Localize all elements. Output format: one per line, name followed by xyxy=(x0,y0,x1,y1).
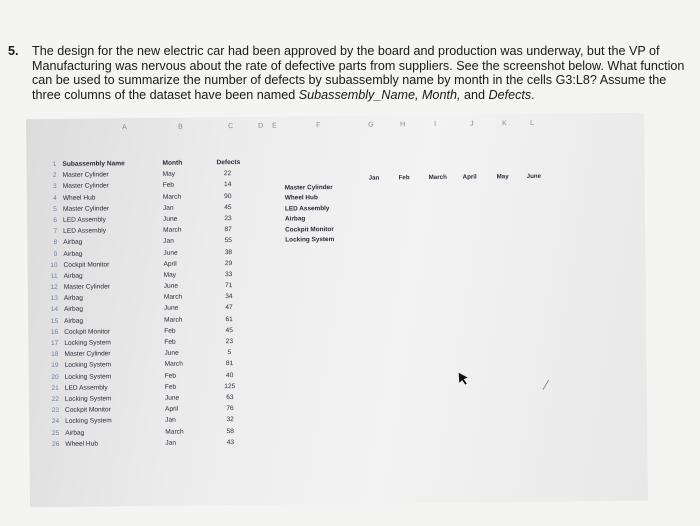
column-letter: I xyxy=(434,120,437,128)
cell-defects: 34 xyxy=(225,293,233,301)
cell-defects: 43 xyxy=(226,438,235,446)
row-number: 24 xyxy=(51,418,60,426)
column-letter: K xyxy=(502,120,507,128)
row-number: 25 xyxy=(51,429,60,437)
cell-defects: 81 xyxy=(225,360,234,368)
column-letter: B xyxy=(178,123,183,131)
row-number: 6 xyxy=(53,216,58,224)
column-letter: L xyxy=(530,119,534,127)
summary-month: April xyxy=(462,173,477,181)
cell-defects: 125 xyxy=(224,382,236,390)
row-number: 1 xyxy=(52,160,57,168)
summary-month: June xyxy=(526,172,542,181)
cell-month: June xyxy=(163,249,178,257)
cell-month: Feb xyxy=(164,327,176,335)
cell-defects: 63 xyxy=(226,394,234,402)
row-number: 10 xyxy=(50,261,58,269)
cell-subassembly-name: Locking System xyxy=(65,417,112,426)
row-number: 23 xyxy=(51,407,60,415)
cell-defects: 38 xyxy=(224,248,233,256)
cell-defects: 23 xyxy=(225,338,234,346)
row-number: 26 xyxy=(52,440,60,448)
cell-subassembly-name: Master Cylinder xyxy=(63,283,110,291)
cell-subassembly-name: Master Cylinder xyxy=(64,350,111,359)
row-number: 3 xyxy=(52,183,57,191)
cell-defects: 23 xyxy=(224,215,232,223)
cell-month: May xyxy=(163,271,177,279)
cell-month: June xyxy=(163,305,179,313)
question-block xyxy=(8,44,688,102)
summary-name: Airbag xyxy=(285,215,306,223)
row-number: 15 xyxy=(50,317,59,325)
column-letters xyxy=(26,119,644,137)
question-and-word: and xyxy=(460,87,489,102)
cell-subassembly-name: Airbag xyxy=(63,238,83,247)
column-letter: H xyxy=(400,121,406,129)
cell-month: Jan xyxy=(163,238,174,246)
cell-month: Jan xyxy=(162,204,174,212)
cell-subassembly-name: Airbag xyxy=(65,429,85,437)
header-subassembly-name: Subassembly Name xyxy=(62,160,125,168)
cell-defects: 58 xyxy=(226,427,234,435)
cell-defects: 40 xyxy=(225,371,234,379)
summary-name: Cockpit Monitor xyxy=(285,225,334,234)
cell-defects: 32 xyxy=(226,416,234,424)
cell-month: April xyxy=(164,405,179,413)
cell-month: Jan xyxy=(165,417,176,425)
cell-subassembly-name: Cockpit Monitor xyxy=(64,328,111,336)
cell-subassembly-name: Cockpit Monitor xyxy=(65,406,111,414)
cell-defects: 71 xyxy=(225,282,233,290)
summary-month: March xyxy=(428,173,447,182)
question-number: 5. xyxy=(8,44,19,58)
cell-defects: 47 xyxy=(225,304,233,312)
table-row xyxy=(43,438,263,451)
cell-subassembly-name: Locking System xyxy=(64,339,111,347)
cell-defects: 29 xyxy=(224,259,233,267)
spreadsheet-photo xyxy=(26,113,648,507)
row-number: 20 xyxy=(51,373,59,381)
row-number: 2 xyxy=(52,172,57,180)
column-letter: F xyxy=(316,122,321,130)
row-number: 4 xyxy=(53,194,57,202)
summary-name: Locking System xyxy=(285,235,335,244)
mouse-pointer-icon xyxy=(456,372,470,386)
cell-month: Feb xyxy=(164,372,177,380)
summary-name: Master Cylinder xyxy=(284,184,333,192)
cell-month: Feb xyxy=(164,383,177,391)
pen-mark-icon xyxy=(541,379,551,391)
header-month: Month xyxy=(162,159,183,167)
cell-month: June xyxy=(164,349,179,357)
question-main-text: The design for the new electric car had been approved by the board and production was underway, but the VP of Manufacturing was nervous about the rate of defective parts from suppliers. See the screenshot below. What function can be used to summarize the number of defects by subassembly name by month in the cells G3:L8? Assume the three columns of the dataset have been named xyxy=(32,44,685,102)
cell-subassembly-name: Cockpit Monitor xyxy=(63,261,110,269)
row-number: 13 xyxy=(50,295,58,303)
cell-month: June xyxy=(163,282,179,290)
cell-month: March xyxy=(164,316,183,324)
row-number: 16 xyxy=(50,328,59,336)
cell-subassembly-name: Master Cylinder xyxy=(62,171,109,180)
cell-subassembly-name: Wheel Hub xyxy=(65,440,99,448)
cell-month: June xyxy=(164,394,180,402)
cell-defects: 33 xyxy=(224,270,233,279)
cell-subassembly-name: LED Assembly xyxy=(63,227,107,235)
cell-month: May xyxy=(162,170,176,179)
row-number: 14 xyxy=(50,306,59,314)
row-number: 21 xyxy=(51,384,59,392)
summary-month: May xyxy=(496,173,509,181)
cell-subassembly-name: Airbag xyxy=(64,317,84,325)
question-text xyxy=(32,44,688,102)
summary-row-labels xyxy=(285,184,335,247)
column-letter: E xyxy=(272,122,277,130)
row-number: 9 xyxy=(53,250,58,258)
cell-month: March xyxy=(165,428,184,436)
cell-defects: 45 xyxy=(225,326,233,334)
row-number: 12 xyxy=(50,283,58,292)
summary-name: Wheel Hub xyxy=(284,194,318,202)
cell-defects: 87 xyxy=(224,226,232,234)
cell-defects: 76 xyxy=(226,405,234,413)
cell-subassembly-name: LED Assembly xyxy=(64,384,108,392)
data-table xyxy=(40,159,263,452)
row-number: 17 xyxy=(50,339,59,347)
column-letter: J xyxy=(470,120,474,128)
cell-subassembly-name: Master Cylinder xyxy=(62,182,109,191)
column-letter: A xyxy=(122,124,127,132)
cell-month: April xyxy=(163,260,177,268)
cell-subassembly-name: Wheel Hub xyxy=(62,194,96,202)
header-defects: Defects xyxy=(216,159,241,167)
cell-defects: 5 xyxy=(227,349,232,357)
summary-month: Jan xyxy=(368,174,380,182)
cell-month: June xyxy=(163,215,178,223)
cell-defects: 45 xyxy=(224,203,232,211)
cell-subassembly-name: Locking System xyxy=(64,361,112,370)
cell-month: Jan xyxy=(165,439,177,447)
row-number: 8 xyxy=(53,239,58,247)
column-letter: G xyxy=(368,121,374,129)
cell-defects: 90 xyxy=(224,192,232,200)
cell-defects: 14 xyxy=(223,181,232,189)
cell-subassembly-name: Airbag xyxy=(63,272,83,280)
cell-subassembly-name: Master Cylinder xyxy=(62,205,110,213)
row-number: 7 xyxy=(53,228,58,236)
table-body xyxy=(41,170,264,452)
cell-month: Feb xyxy=(162,182,175,190)
question-end: . xyxy=(531,87,535,102)
cell-defects: 55 xyxy=(224,237,232,245)
cell-subassembly-name: Locking System xyxy=(64,372,112,381)
cell-subassembly-name: Airbag xyxy=(63,306,84,314)
summary-name: LED Assembly xyxy=(284,204,330,213)
cell-subassembly-name: Airbag xyxy=(63,294,83,303)
summary-month: Feb xyxy=(398,174,410,182)
row-number: 22 xyxy=(51,395,59,403)
cell-month: March xyxy=(164,360,183,369)
cell-defects: 61 xyxy=(225,315,233,323)
cell-subassembly-name: LED Assembly xyxy=(63,216,106,224)
defects-emphasis: Defects xyxy=(488,87,532,102)
column-names-emphasis: Subassembly_Name, Month, xyxy=(298,87,461,102)
cell-subassembly-name: Locking System xyxy=(64,395,112,403)
cell-month: March xyxy=(163,293,183,302)
row-number: 18 xyxy=(51,351,59,359)
cell-month: Feb xyxy=(164,338,176,346)
column-letter: D xyxy=(258,122,264,130)
column-letter: C xyxy=(228,123,234,131)
cell-defects: 22 xyxy=(223,170,232,178)
row-number: 5 xyxy=(53,205,57,213)
row-number: 11 xyxy=(50,272,58,280)
row-number: 19 xyxy=(51,362,59,370)
cell-month: March xyxy=(163,226,182,234)
cell-subassembly-name: Airbag xyxy=(63,250,83,258)
cell-month: March xyxy=(162,193,182,201)
